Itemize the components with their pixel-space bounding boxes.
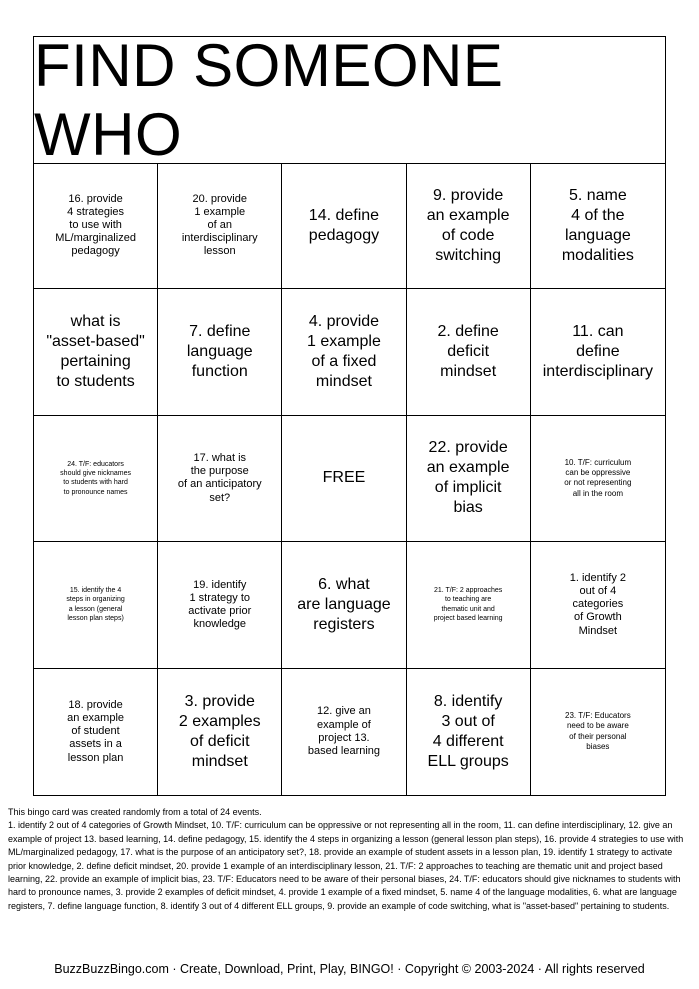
- note-events: 1. identify 2 out of 4 categories of Growth Mindset, 10. T/F: curriculum can be oppressive or not representing all in the room, 11. can define interdisciplinary, 12. give an example of project 13. based learning, 14. define pedagogy, 15. identify the 4 steps in organizing a lesson (general lesson plan steps), 16. provide 4 strategies to use with ML/marginalized pedagogy, 17. what is the purpose of an anticipatory set?, 18. provide an example of student assets in a lesson plan, 19. identify 1 strategy to activate prior knowledge, 2. define deficit mindset, 20. provide 1 example of an interdisciplinary lesson, 21. T/F: 2 approaches to teaching are thematic unit and project based learning, 22. provide an example of implicit bias, 23. T/F: Educators need to be aware of their personal biases, 24. T/F: educators should give nicknames to students with hard to pronounce names, 3. provide 2 examples of deficit mindset, 4. provide 1 example of a fixed mindset, 5. name 4 of the language modalities, 6. what are language registers, 7. define language function, 8. identify 3 out of 4 different ELL groups, 9. provide an example of code switching, what is "asset-based" pertaining to students.: [8, 820, 684, 911]
- bingo-cell: [34, 289, 158, 415]
- bingo-cell: [282, 669, 406, 795]
- bingo-cell-text: 24. T/F: educators should give nicknames to students with hard to pronounce names: [60, 460, 131, 496]
- bingo-cell-text: 23. T/F: Educators need to be aware of their personal biases: [565, 711, 631, 752]
- bingo-cell-text: 16. provide 4 strategies to use with ML/marginalized pedagogy: [55, 192, 136, 258]
- bingo-cell-text: 20. provide 1 example of an interdisciplinary lesson: [181, 192, 258, 258]
- bingo-cell-text: what is "asset-based" pertaining to students: [46, 313, 145, 391]
- bingo-cell: [531, 669, 665, 795]
- bingo-cell: [158, 163, 282, 289]
- note-summary: This bingo card was created randomly from a total of 24 events.: [8, 807, 262, 817]
- bingo-cell: [282, 542, 406, 668]
- bingo-cell-text: 12. give an example of project 13. based learning: [307, 705, 381, 757]
- bingo-cell: [158, 416, 282, 542]
- bingo-cell: [34, 163, 158, 289]
- bingo-card: [33, 32, 666, 796]
- bingo-cell-text: 1. identify 2 out of 4 categories of Growth Mindset: [569, 571, 626, 637]
- bingo-cell-text: 18. provide an example of student assets in a lesson plan: [67, 698, 125, 764]
- bingo-cell: [34, 669, 158, 795]
- card-note: [8, 806, 691, 913]
- bingo-cell-text: 2. define deficit mindset: [437, 323, 499, 381]
- bingo-cell: [407, 163, 531, 289]
- bingo-cell: [407, 416, 531, 542]
- card-title-box: [34, 32, 665, 168]
- bingo-cell-text: 7. define language function: [186, 323, 253, 381]
- bingo-cell-text: 5. name 4 of the language modalities: [561, 186, 634, 264]
- bingo-cell: [282, 163, 406, 289]
- bingo-cell: [158, 289, 282, 415]
- bingo-cell-text: 11. can define interdisciplinary: [542, 323, 653, 381]
- bingo-cell: [531, 416, 665, 542]
- bingo-cell: [34, 416, 158, 542]
- bingo-cell: [282, 289, 406, 415]
- site-footer: BuzzBuzzBingo.com · Create, Download, Print, Play, BINGO! · Copyright © 2003-2024 · All rights reserved: [54, 962, 645, 976]
- bingo-cell-text: 15. identify the 4 steps in organizing a lesson (general lesson plan steps): [66, 587, 125, 623]
- bingo-cell: [531, 163, 665, 289]
- bingo-cell-text: 9. provide an example of code switching: [426, 186, 510, 264]
- bingo-cell: [531, 289, 665, 415]
- bingo-cell: [158, 542, 282, 668]
- bingo-cell-text: 10. T/F: curriculum can be oppressive or not representing all in the room: [564, 457, 632, 498]
- card-title: FIND SOMEONE WHO: [34, 32, 504, 168]
- bingo-cell: [282, 416, 406, 542]
- bingo-cell: [407, 289, 531, 415]
- bingo-grid: [34, 163, 665, 795]
- bingo-cell-text: 8. identify 3 out of 4 different ELL groups: [427, 692, 509, 770]
- bingo-cell-text: 22. provide an example of implicit bias: [426, 439, 510, 517]
- bingo-cell: [531, 542, 665, 668]
- bingo-cell-text: 21. T/F: 2 approaches to teaching are thematic unit and project based learning: [433, 587, 503, 623]
- bingo-cell-text: 4. provide 1 example of a fixed mindset: [307, 313, 381, 391]
- bingo-cell: [407, 669, 531, 795]
- bingo-cell: [407, 542, 531, 668]
- bingo-cell-text: 3. provide 2 examples of deficit mindset: [178, 692, 261, 770]
- bingo-cell-text: 6. what are language registers: [297, 575, 391, 633]
- bingo-cell-text: 14. define pedagogy: [308, 206, 380, 244]
- bingo-cell-text: 17. what is the purpose of an anticipatory set?: [177, 452, 262, 504]
- bingo-cell-text: FREE: [322, 469, 366, 487]
- bingo-cell: [34, 542, 158, 668]
- bingo-cell: [158, 669, 282, 795]
- bingo-cell-text: 19. identify 1 strategy to activate prior knowledge: [188, 578, 252, 631]
